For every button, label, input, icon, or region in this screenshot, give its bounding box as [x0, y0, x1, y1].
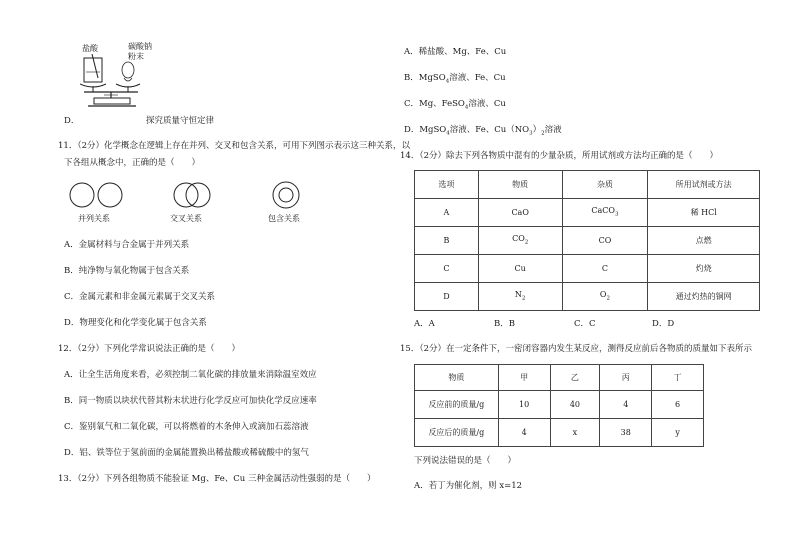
- cell: A: [415, 199, 479, 227]
- cell: 反应后的质量/g: [415, 419, 499, 447]
- label-hcl: 盐酸: [82, 44, 98, 53]
- cell: 通过灼热的铜网: [648, 283, 760, 311]
- header-cell: 所用试剂或方法: [648, 171, 760, 199]
- cell: 10: [498, 391, 550, 419]
- header-cell: 乙: [550, 365, 600, 391]
- cell: x: [550, 419, 600, 447]
- table-row: [415, 199, 760, 227]
- table-row: [415, 255, 760, 283]
- label-powder-2: 粉末: [128, 52, 144, 61]
- table-header-row: [415, 171, 760, 199]
- cell: C: [562, 255, 648, 283]
- header-cell: 物质: [478, 171, 562, 199]
- q12-option-c: C．鉴别氧气和二氧化碳，可以将燃着的木条伸入或滴加石蕊溶液: [64, 422, 309, 432]
- q13-stem: 13．（2分）下列各组物质不能验证 Mg、Fe、Cu 三种金属活动性强弱的是（ ）: [58, 474, 376, 484]
- q13-option-c: C．Mg、FeSO$_4$溶液、Cu: [404, 99, 506, 111]
- cell: 点燃: [648, 227, 760, 255]
- header-cell: 甲: [498, 365, 550, 391]
- q15-stem: 15．（2分）在一定条件下，一密闭容器内发生某反应，测得反应前后各物质的质量如下表所示: [400, 344, 752, 354]
- q13-option-a: A．稀盐酸、Mg、Fe、Cu: [404, 47, 507, 57]
- label-parallel-relation: 并列关系: [78, 214, 110, 223]
- table-row: [415, 227, 760, 255]
- header-cell: 选项: [415, 171, 479, 199]
- q15-after-table: 下列说法错误的是（ ）: [414, 456, 517, 466]
- cell: 40: [550, 391, 600, 419]
- cell: 4: [600, 391, 652, 419]
- q11-stem-line2: 下各组从概念中，正确的是（ ）: [64, 158, 201, 168]
- q11-stem-line1: 11．（2分）化学概念在逻辑上存在并列、交叉和包含关系，可用下列图示表示这三种关系，以: [58, 141, 410, 151]
- balance-apparatus: [80, 44, 190, 114]
- cell: Cu: [478, 255, 562, 283]
- q14-answer-d: D．D: [652, 319, 675, 329]
- q14-answer-b: B．B: [494, 319, 515, 329]
- q14-answer-c: C．C: [574, 319, 596, 329]
- cell: $CO_2$: [478, 227, 562, 255]
- q15-table: [414, 364, 704, 447]
- cell: $O_2$: [562, 283, 648, 311]
- q14-table: [414, 170, 760, 311]
- cell: CaO: [478, 199, 562, 227]
- cell: CO: [562, 227, 648, 255]
- q11-option-b: B．纯净物与氧化物属于包含关系: [64, 266, 190, 276]
- label-cross-relation: 交叉关系: [170, 214, 202, 223]
- cell: 稀 HCl: [648, 199, 760, 227]
- table-header-row: [415, 365, 704, 391]
- table-row: [415, 419, 704, 447]
- inclusion-relation-diagram: [266, 180, 306, 210]
- q13-option-b: B．MgSO$_4$溶液、Fe、Cu: [404, 73, 506, 85]
- cell: 灼烧: [648, 255, 760, 283]
- q11-option-d: D．物理变化和化学变化属于包含关系: [64, 318, 207, 328]
- cell: CaCO$_3$: [562, 199, 648, 227]
- label-inclusion-relation: 包含关系: [268, 214, 300, 223]
- header-cell: 丁: [652, 365, 704, 391]
- cell: $N_2$: [478, 283, 562, 311]
- label-powder-1: 碳酸钠: [128, 42, 152, 51]
- balance-icon: [80, 44, 190, 114]
- cell: D: [415, 283, 479, 311]
- q11-option-a: A．金属材料与合金属于并列关系: [64, 240, 190, 250]
- q10-option-d-letter: D．: [64, 116, 80, 126]
- cell: y: [652, 419, 704, 447]
- q12-option-b: B．同一物质以块状代替其粉末状进行化学反应可加快化学反应速率: [64, 396, 317, 406]
- header-cell: 杂质: [562, 171, 648, 199]
- q15-option-a: A．若丁为催化剂，则 x=12: [414, 481, 523, 491]
- cell: C: [415, 255, 479, 283]
- cell: B: [415, 227, 479, 255]
- q13-option-d: D．MgSO$_4$溶液、Fe、$Cu(NO_3)_2$溶液: [404, 125, 562, 137]
- table-row: [415, 391, 704, 419]
- header-cell: 物质: [415, 365, 499, 391]
- q12-option-a: A．让全生活角度来看，必须控制二氧化碳的排放量来消除温室效应: [64, 370, 317, 380]
- cell: 38: [600, 419, 652, 447]
- q10-option-d-text: 探究质量守恒定律: [146, 116, 215, 126]
- q14-answer-a: A．A: [414, 319, 435, 329]
- q12-option-d: D．铝、铁等位于氢前面的金属能置换出稀盐酸或稀硫酸中的氢气: [64, 448, 309, 458]
- header-cell: 丙: [600, 365, 652, 391]
- q11-option-c: C．金属元素和非金属元素属于交叉关系: [64, 292, 216, 302]
- cross-relation-diagram: [168, 180, 218, 210]
- cell: 6: [652, 391, 704, 419]
- cell: 反应前的质量/g: [415, 391, 499, 419]
- q14-stem: 14．（2分）除去下列各物质中混有的少量杂质，所用试剂或方法均正确的是（ ）: [400, 151, 718, 161]
- cell: 4: [498, 419, 550, 447]
- parallel-relation-diagram: [68, 180, 128, 210]
- q12-stem: 12．（2分）下列化学常识说法正确的是（ ）: [58, 344, 240, 354]
- table-row: [415, 283, 760, 311]
